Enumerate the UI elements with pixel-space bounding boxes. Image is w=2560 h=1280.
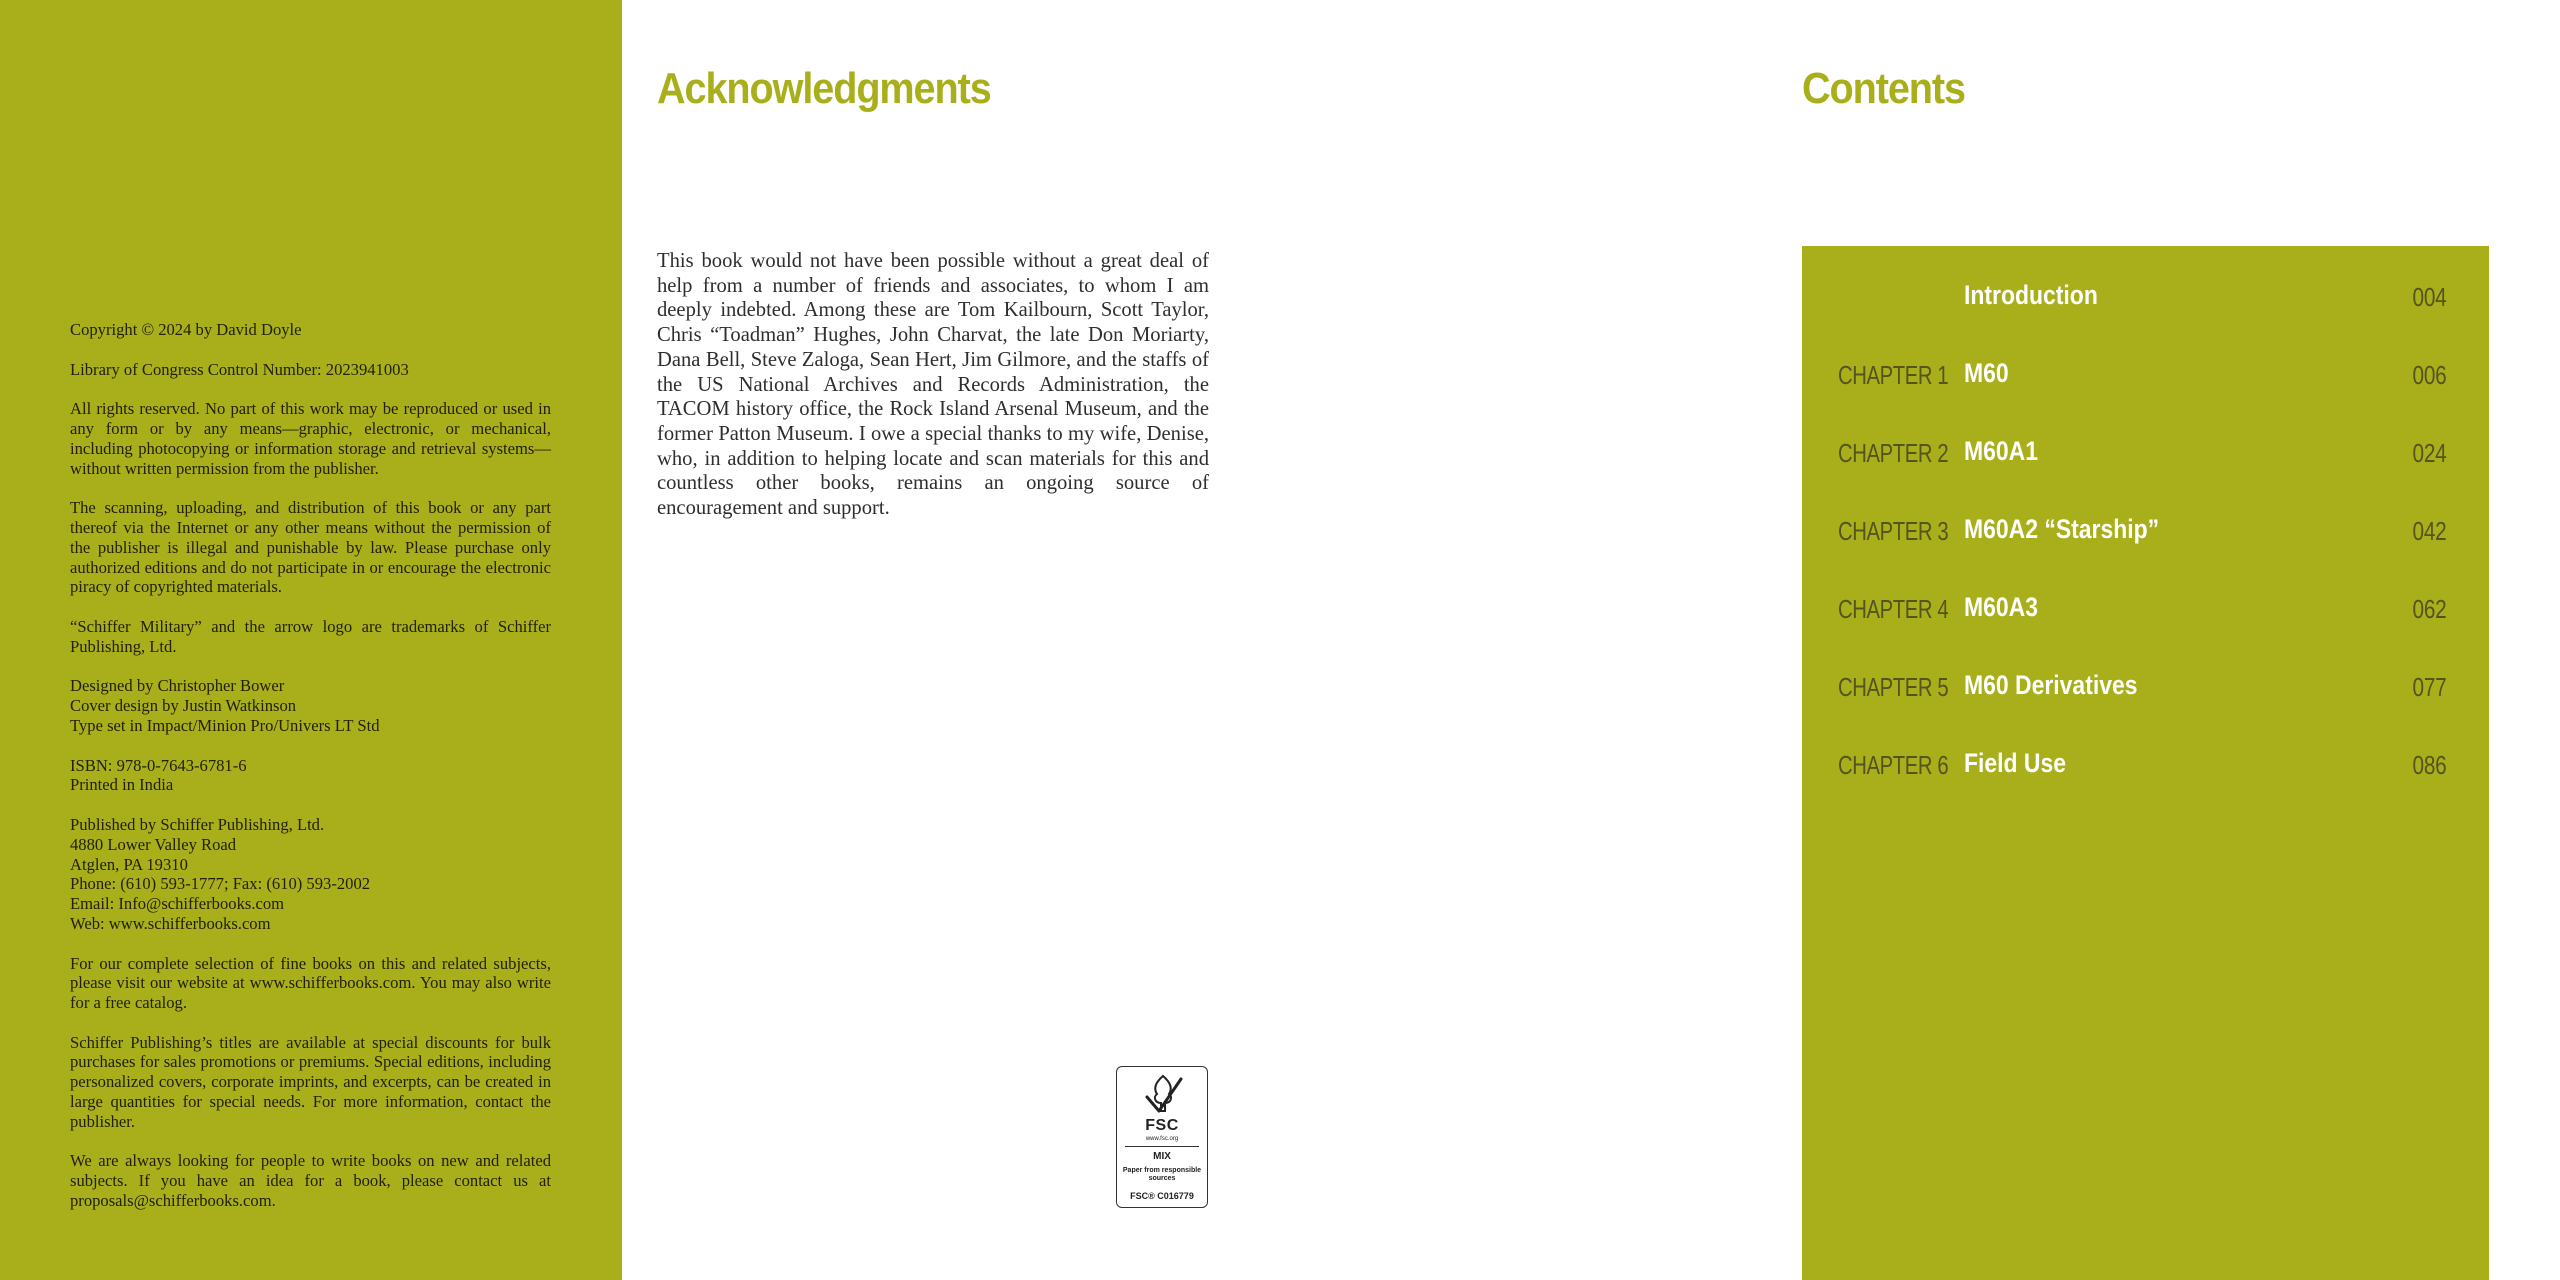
fsc-mix: MIX xyxy=(1153,1151,1171,1162)
publisher-line: Email: Info@schifferbooks.com xyxy=(70,894,285,914)
toc-entry-title: M60 Derivatives xyxy=(1964,670,2138,700)
isbn-block xyxy=(70,756,551,796)
toc-chapter-label: CHAPTER 4 xyxy=(1838,594,1949,624)
scanning-paragraph: The scanning, uploading, and distribution of this book or any part thereof via the Internet or any other means without the permission of the publisher is illegal and punishable by law. Please purchase only authorized editions and do not participate in or encourage the electronic piracy of copyrighted materials. xyxy=(70,498,551,597)
toc-entry-title: Field Use xyxy=(1964,748,2067,778)
toc-page-number: 077 xyxy=(2412,672,2446,702)
authors-paragraph: We are always looking for people to write books on new and related subjects. If you have an idea for a book, please contact us at proposals@schifferbooks.com. xyxy=(70,1151,551,1211)
copyright-line: Copyright © 2024 by David Doyle xyxy=(70,320,302,339)
printed-line: Printed in India xyxy=(70,775,174,795)
toc-chapter-label: CHAPTER 1 xyxy=(1838,360,1949,390)
toc-page-number: 024 xyxy=(2412,438,2446,468)
toc-chapter-label: CHAPTER 2 xyxy=(1838,438,1949,468)
publisher-line: Web: www.schifferbooks.com xyxy=(70,913,271,933)
toc-entry-title: M60 xyxy=(1964,358,2009,388)
credits-block xyxy=(70,676,551,735)
toc-entry-introduction[interactable] xyxy=(1802,276,2489,316)
acknowledgments-title: Acknowledgments xyxy=(657,64,991,113)
publisher-line: Phone: (610) 593-1777; Fax: (610) 593-2002 xyxy=(70,874,371,894)
toc-chapter-label: CHAPTER 3 xyxy=(1838,516,1949,546)
contents-panel xyxy=(1802,246,2489,1280)
credit-line: Cover design by Justin Watkinson xyxy=(70,696,297,716)
toc-entry-title: M60A2 “Starship” xyxy=(1964,514,2160,544)
credit-line: Designed by Christopher Bower xyxy=(70,676,285,696)
toc-chapter-label: CHAPTER 6 xyxy=(1838,750,1949,780)
acknowledgments-body: This book would not have been possible without a great deal of help from a number of friends and associates, to whom I am deeply indebted. Among these are Tom Kailbourn, Scott Taylor, Chris “Toadman” Hughes, John Charvat, the late Don Moriarty, Dana Bell, Steve Zaloga, Sean Hert, Jim Gilmore, and the staffs of the US National Archives and Records Administration, the TACOM history office, the Rock Island Arsenal Museum, and the former Patton Museum. I owe a special thanks to my wife, Denise, who, in addition to helping locate and scan materials for this and countless other books, remains an ongoing source of encouragement and support. xyxy=(657,250,1209,520)
publisher-line: Published by Schiffer Publishing, Ltd. xyxy=(70,814,325,834)
publisher-line: 4880 Lower Valley Road xyxy=(70,834,237,854)
toc-entry-chapter-2[interactable] xyxy=(1802,432,2489,472)
catalog-paragraph: For our complete selection of fine books on this and related subjects, please visit our website at www.schifferbooks.com. You may also write for a free catalog. xyxy=(70,953,551,1013)
trademark-paragraph: “Schiffer Military” and the arrow logo are trademarks of Schiffer Publishing, Ltd. xyxy=(70,616,551,656)
toc-entry-title: M60A1 xyxy=(1964,436,2038,466)
toc-page-number: 004 xyxy=(2412,282,2446,312)
toc-entry-title: Introduction xyxy=(1964,280,2098,310)
toc-entry-chapter-3[interactable] xyxy=(1802,510,2489,550)
lccn-line: Library of Congress Control Number: 2023941003 xyxy=(70,359,409,379)
toc-entry-chapter-4[interactable] xyxy=(1802,588,2489,628)
credit-line: Type set in Impact/Minion Pro/Univers LT Std xyxy=(70,715,380,735)
toc-page-number: 062 xyxy=(2412,594,2446,624)
fsc-paper-text: Paper from responsible sources xyxy=(1122,1167,1202,1182)
toc-entry-chapter-5[interactable] xyxy=(1802,666,2489,706)
discounts-paragraph: Schiffer Publishing’s titles are available at special discounts for bulk purchases for sales promotions or premiums. Special editions, including personalized covers, corporate imprints, and excerpts, can be created in large quantities for special needs. For more information, contact the publisher. xyxy=(70,1032,551,1131)
contents-title: Contents xyxy=(1802,64,1965,113)
toc-page-number: 086 xyxy=(2412,750,2446,780)
fsc-logo xyxy=(1116,1066,1208,1208)
toc-entry-title: M60A3 xyxy=(1964,592,2038,622)
toc-chapter-label: CHAPTER 5 xyxy=(1838,672,1949,702)
fsc-url: www.fsc.org xyxy=(1145,1136,1179,1142)
copyright-panel xyxy=(0,0,622,1280)
fsc-code: FSC® C016779 xyxy=(1130,1191,1194,1201)
copyright-text xyxy=(70,320,551,1231)
publisher-line: Atglen, PA 19310 xyxy=(70,854,188,874)
toc-page-number: 042 xyxy=(2412,516,2446,546)
rights-paragraph: All rights reserved. No part of this work may be reproduced or used in any form or by any means—graphic, electronic, or mechanical, including photocopying or information storage and retrieval systems—without written permission from the publisher. xyxy=(70,399,551,478)
fsc-tree-check-icon xyxy=(1137,1073,1189,1117)
isbn-line: ISBN: 978-0-7643-6781-6 xyxy=(70,755,247,775)
toc-page-number: 006 xyxy=(2412,360,2446,390)
fsc-divider xyxy=(1125,1146,1199,1147)
publisher-block xyxy=(70,815,551,934)
toc-entry-chapter-6[interactable] xyxy=(1802,744,2489,784)
toc-entry-chapter-1[interactable] xyxy=(1802,354,2489,394)
fsc-brand: FSC xyxy=(1145,1117,1179,1134)
